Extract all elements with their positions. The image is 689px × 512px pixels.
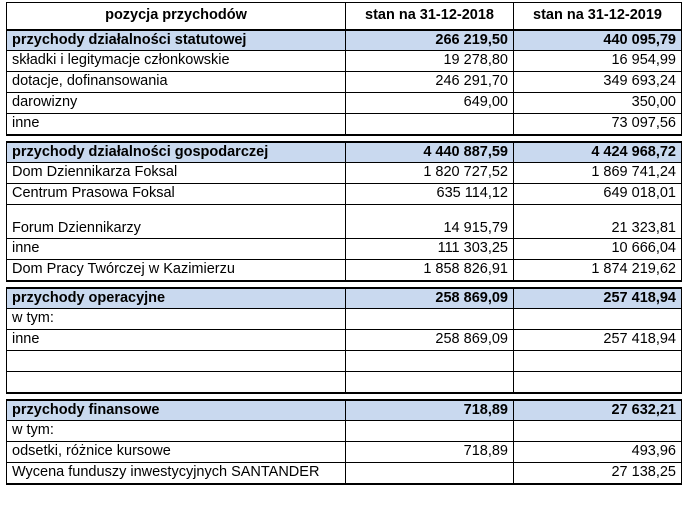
table-row-total: [7, 142, 682, 163]
cell-label: Centrum Prasowa Foksal: [7, 184, 346, 205]
cell-value-2018: 649,00: [346, 93, 514, 114]
cell-label: w tym:: [7, 421, 346, 442]
section-gap-row: [7, 393, 682, 400]
cell-value-2019: [514, 372, 682, 393]
cell-value-2019: 73 097,56: [514, 114, 682, 135]
column-header-2019: stan na 31-12-2019: [514, 3, 682, 30]
cell-value-2018: [346, 463, 514, 484]
table-row: [7, 205, 682, 239]
table-row: [7, 260, 682, 281]
cell-label: przychody działalności statutowej: [7, 30, 346, 51]
table-row: [7, 309, 682, 330]
cell-value-2018: 258 869,09: [346, 288, 514, 309]
cell-label: Forum Dziennikarzy: [7, 205, 346, 239]
cell-value-2018: 258 869,09: [346, 330, 514, 351]
table-row: [7, 163, 682, 184]
cell-label: inne: [7, 114, 346, 135]
table-row: [7, 51, 682, 72]
cell-label: Wycena funduszy inwestycyjnych SANTANDER: [7, 463, 346, 484]
cell-value-2019: 27 138,25: [514, 463, 682, 484]
cell-value-2019: 349 693,24: [514, 72, 682, 93]
cell-value-2018: 1 820 727,52: [346, 163, 514, 184]
cell-label: [7, 372, 346, 393]
financial-statement-sheet: [6, 2, 681, 485]
cell-value-2018: 19 278,80: [346, 51, 514, 72]
cell-value-2019: 10 666,04: [514, 239, 682, 260]
cell-value-2018: 1 858 826,91: [346, 260, 514, 281]
cell-value-2019: [514, 309, 682, 330]
cell-value-2018: 246 291,70: [346, 72, 514, 93]
cell-value-2019: 493,96: [514, 442, 682, 463]
table-row: [7, 184, 682, 205]
table-row-total: [7, 288, 682, 309]
cell-label: dotacje, dofinansowania: [7, 72, 346, 93]
cell-label: przychody finansowe: [7, 400, 346, 421]
cell-value-2018: 266 219,50: [346, 30, 514, 51]
table-row-total: [7, 30, 682, 51]
cell-value-2018: [346, 421, 514, 442]
revenue-table: [6, 2, 682, 485]
table-row: [7, 330, 682, 351]
section-gap: [7, 135, 682, 142]
table-row: [7, 442, 682, 463]
table-row-total: [7, 400, 682, 421]
table-row: [7, 72, 682, 93]
section-gap: [7, 393, 682, 400]
column-header-label: pozycja przychodów: [7, 3, 346, 30]
cell-value-2018: 111 303,25: [346, 239, 514, 260]
cell-value-2019: 649 018,01: [514, 184, 682, 205]
cell-label: w tym:: [7, 309, 346, 330]
cell-value-2019: 4 424 968,72: [514, 142, 682, 163]
table-row: [7, 372, 682, 393]
table-row: [7, 114, 682, 135]
table-row: [7, 351, 682, 372]
cell-label: [7, 351, 346, 372]
cell-value-2019: 257 418,94: [514, 330, 682, 351]
cell-label: składki i legitymacje członkowskie: [7, 51, 346, 72]
cell-label: inne: [7, 330, 346, 351]
cell-value-2018: [346, 372, 514, 393]
cell-value-2018: [346, 309, 514, 330]
section-gap-row: [7, 135, 682, 142]
table-body: [7, 30, 682, 484]
section-gap-row: [7, 281, 682, 288]
cell-value-2019: 27 632,21: [514, 400, 682, 421]
table-header: [7, 3, 682, 30]
cell-value-2018: [346, 114, 514, 135]
table-row: [7, 93, 682, 114]
cell-value-2019: 440 095,79: [514, 30, 682, 51]
cell-label: przychody działalności gospodarczej: [7, 142, 346, 163]
cell-label: inne: [7, 239, 346, 260]
cell-label: Dom Dziennikarza Foksal: [7, 163, 346, 184]
cell-value-2019: 257 418,94: [514, 288, 682, 309]
cell-value-2018: 635 114,12: [346, 184, 514, 205]
cell-value-2019: 350,00: [514, 93, 682, 114]
cell-label: przychody operacyjne: [7, 288, 346, 309]
cell-label: darowizny: [7, 93, 346, 114]
cell-value-2019: 16 954,99: [514, 51, 682, 72]
cell-value-2019: 21 323,81: [514, 205, 682, 239]
cell-label: Dom Pracy Twórczej w Kazimierzu: [7, 260, 346, 281]
cell-value-2018: 14 915,79: [346, 205, 514, 239]
cell-value-2019: 1 874 219,62: [514, 260, 682, 281]
section-gap: [7, 281, 682, 288]
cell-value-2018: 718,89: [346, 400, 514, 421]
table-row: [7, 239, 682, 260]
cell-value-2018: [346, 351, 514, 372]
cell-label: odsetki, różnice kursowe: [7, 442, 346, 463]
table-row: [7, 421, 682, 442]
cell-value-2019: 1 869 741,24: [514, 163, 682, 184]
cell-value-2018: 718,89: [346, 442, 514, 463]
header-row: [7, 3, 682, 30]
column-header-2018: stan na 31-12-2018: [346, 3, 514, 30]
cell-value-2019: [514, 421, 682, 442]
table-row: [7, 463, 682, 484]
cell-value-2018: 4 440 887,59: [346, 142, 514, 163]
cell-value-2019: [514, 351, 682, 372]
